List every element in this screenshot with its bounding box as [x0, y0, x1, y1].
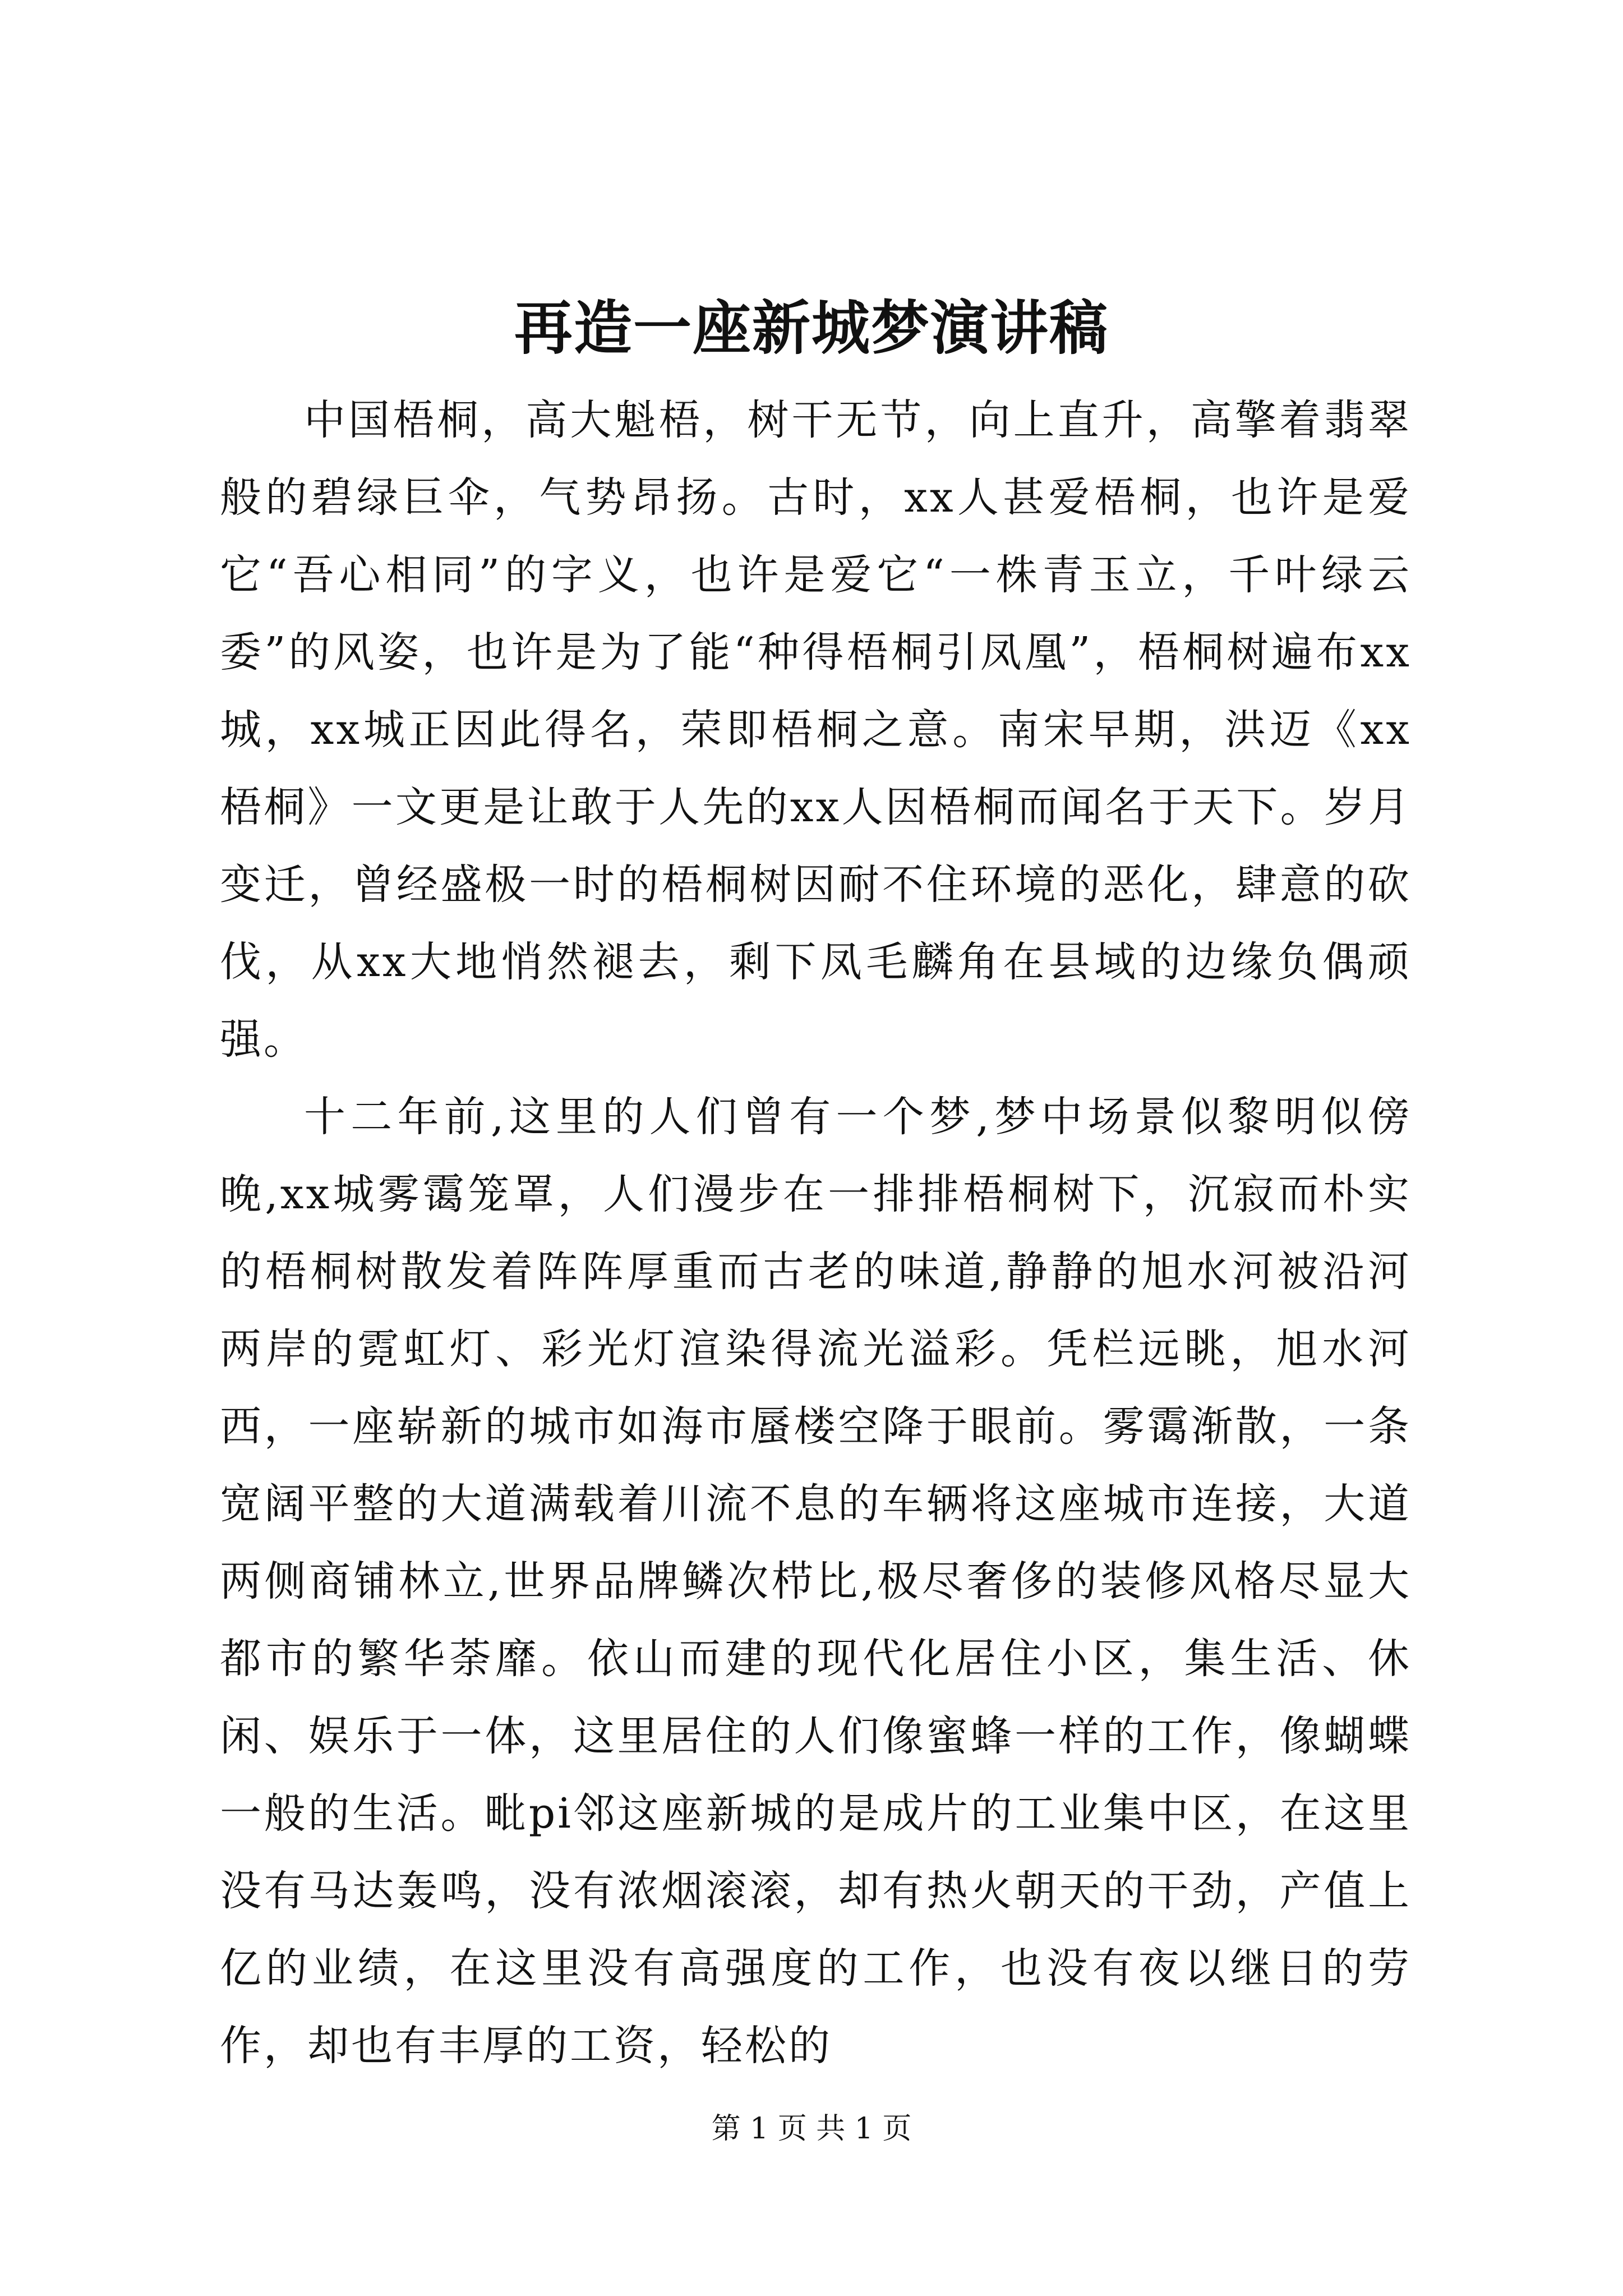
document-title: 再造一座新城梦演讲稿	[514, 293, 1109, 362]
page-footer: 第 1 页 共 1 页	[711, 2112, 912, 2146]
paragraph-2: 十二年前,这里的人们曾有一个梦,梦中场景似黎明似傍晚,xx城雾霭笼罩，人们漫步在一排排梧桐树下，沉寂而朴实的梧桐树散发着阵阵厚重而古老的味道,静静的旭水河被沿河两岸的霓虹灯、彩光灯渲染得流光溢彩。凭栏远眺，旭水河西，一座崭新的城市如海市蜃楼空降于眼前。雾霭渐散，一条宽阔平整的大道满载着川流不息的车辆将这座城市连接，大道两侧商铺林立,世界品牌鳞次栉比,极尽奢侈的装修风格尽显大都市的繁华荼靡。依山而建的现代化居住小区，集生活、休闲、娱乐于一体，这里居住的人们像蜜蜂一样的工作，像蝴蝶一般的生活。毗pi邻这座新城的是成片的工业集中区，在这里没有马达轰鸣，没有浓烟滚滚，却有热火朝天的干劲，产值上亿的业绩，在这里没有高强度的工作，也没有夜以继日的劳作，却也有丰厚的工资，轻松的	[220, 1093, 1412, 2070]
document-body	[220, 381, 1412, 2085]
paragraph-1: 中国梧桐，高大魁梧，树干无节，向上直升，高擎着翡翠般的碧绿巨伞，气势昂扬。古时，xx人甚爱梧桐，也许是爱它“吾心相同”的字义，也许是爱它“一株青玉立，千叶绿云委”的风姿，也许是为了能“种得梧桐引凤凰”，梧桐树遍布xx城，xx城正因此得名，荣即梧桐之意。南宋早期，洪迈《xx梧桐》一文更是让敢于人先的xx人因梧桐而闻名于天下。岁月变迁，曾经盛极一时的梧桐树因耐不住环境的恶化，肆意的砍伐，从xx大地悄然褪去，剩下凤毛麟角在县域的边缘负偶顽强。	[220, 396, 1412, 1064]
